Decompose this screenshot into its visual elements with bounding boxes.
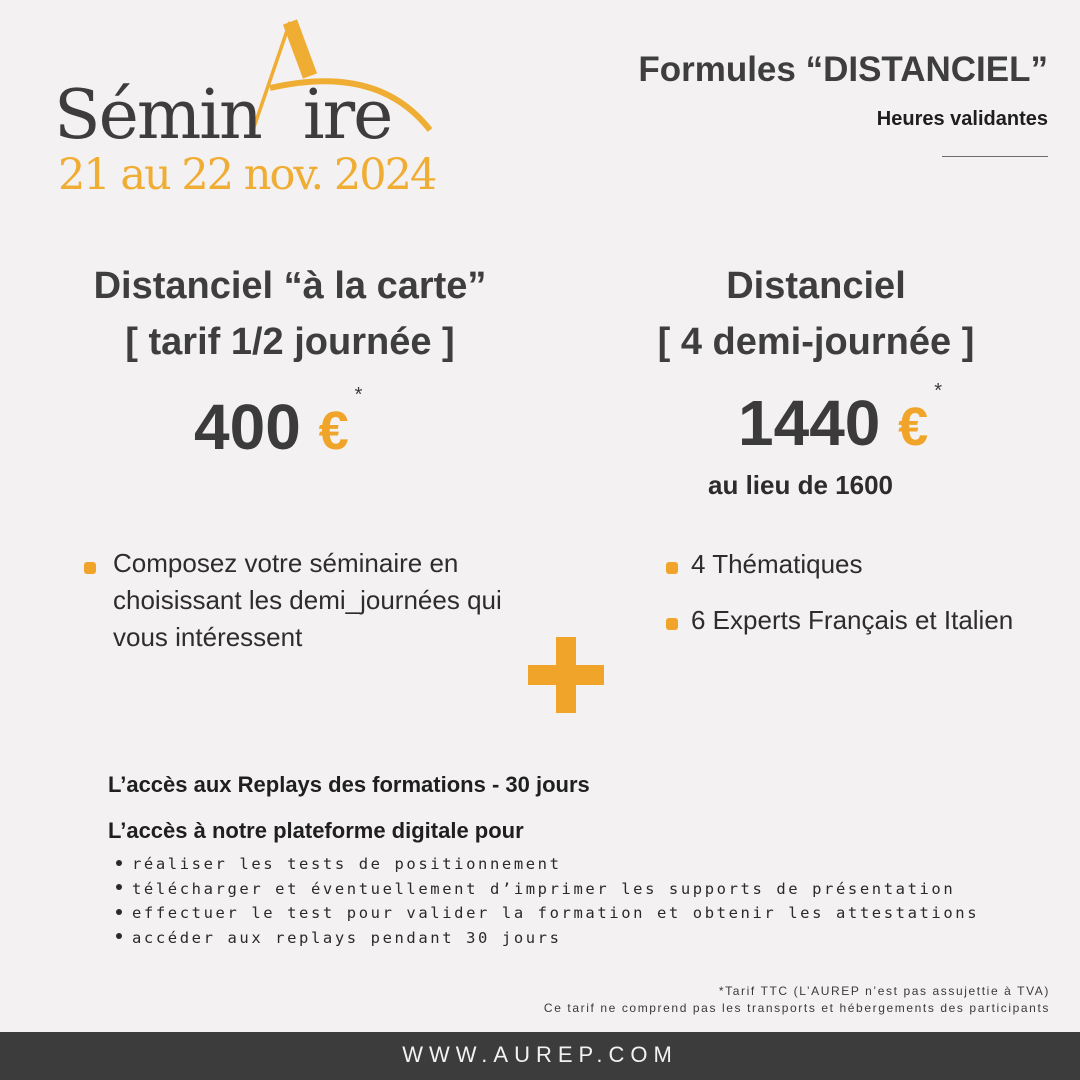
- replays-access: L’accès aux Replays des formations - 30 jours: [108, 772, 590, 797]
- left-offer-title-line1: Distanciel “à la carte”: [93, 265, 487, 307]
- platform-access: L’accès à notre plateforme digitale pour: [108, 818, 524, 843]
- bullet-icon: [666, 562, 678, 574]
- left-price-currency: €: [318, 401, 349, 461]
- header-divider: [942, 156, 1048, 157]
- left-offer-title: [40, 258, 540, 370]
- plus-icon: [528, 637, 604, 713]
- page-title: Formules “DISTANCIEL”: [638, 50, 1048, 89]
- bullet-icon: [116, 884, 122, 890]
- footnote-tax: *Tarif TTC (L’AUREP n’est pas assujettie à TVA): [718, 984, 1050, 998]
- right-price-value: 1440: [738, 387, 881, 459]
- bullet-icon: [84, 562, 96, 574]
- left-feature-text: Composez votre séminaire en choisissant les demi_journées qui vous intéressent: [113, 548, 502, 652]
- right-price-currency: €: [898, 397, 929, 457]
- bullet-icon: [116, 933, 122, 939]
- right-offer-title-line1: Distanciel: [726, 265, 906, 307]
- bullet-icon: [116, 909, 122, 915]
- footer-bar: [0, 1032, 1080, 1080]
- bullet-icon: [666, 618, 678, 630]
- left-offer-title-line2: [ tarif 1/2 journée ]: [125, 321, 455, 363]
- logo-word-right: ire: [302, 76, 392, 155]
- footnote-exclusions: Ce tarif ne comprend pas les transports et hébergements des participants: [543, 1001, 1050, 1015]
- left-price-asterisk: *: [354, 384, 363, 406]
- left-offer-price: [194, 384, 363, 464]
- list-item: réaliser les tests de positionnement: [116, 852, 979, 877]
- list-item: effectuer le test pour valider la formation et obtenir les attestations: [116, 901, 979, 926]
- left-price-value: 400: [194, 391, 301, 463]
- right-feature-text: 4 Thématiques: [691, 549, 863, 579]
- website-link[interactable]: WWW.AUREP.COM: [402, 1042, 678, 1067]
- right-price-asterisk: *: [934, 380, 942, 402]
- right-offer-title: [566, 258, 1066, 370]
- right-feature-text: 6 Experts Français et Italien: [691, 605, 1014, 635]
- logo-word-left: Sémin: [54, 76, 261, 155]
- page-subtitle: Heures validantes: [876, 108, 1048, 130]
- event-date: 21 au 22 nov. 2024: [58, 150, 436, 200]
- right-offer-original-price: au lieu de 1600: [708, 470, 893, 500]
- right-offer-price: [738, 380, 942, 460]
- list-item: télécharger et éventuellement d’imprimer les supports de présentation: [116, 877, 979, 902]
- right-offer-title-line2: [ 4 demi-journée ]: [657, 321, 975, 363]
- bullet-icon: [116, 860, 122, 866]
- list-item: accéder aux replays pendant 30 jours: [116, 926, 979, 951]
- seminaire-logo: [48, 18, 448, 208]
- platform-features-list: [116, 852, 979, 950]
